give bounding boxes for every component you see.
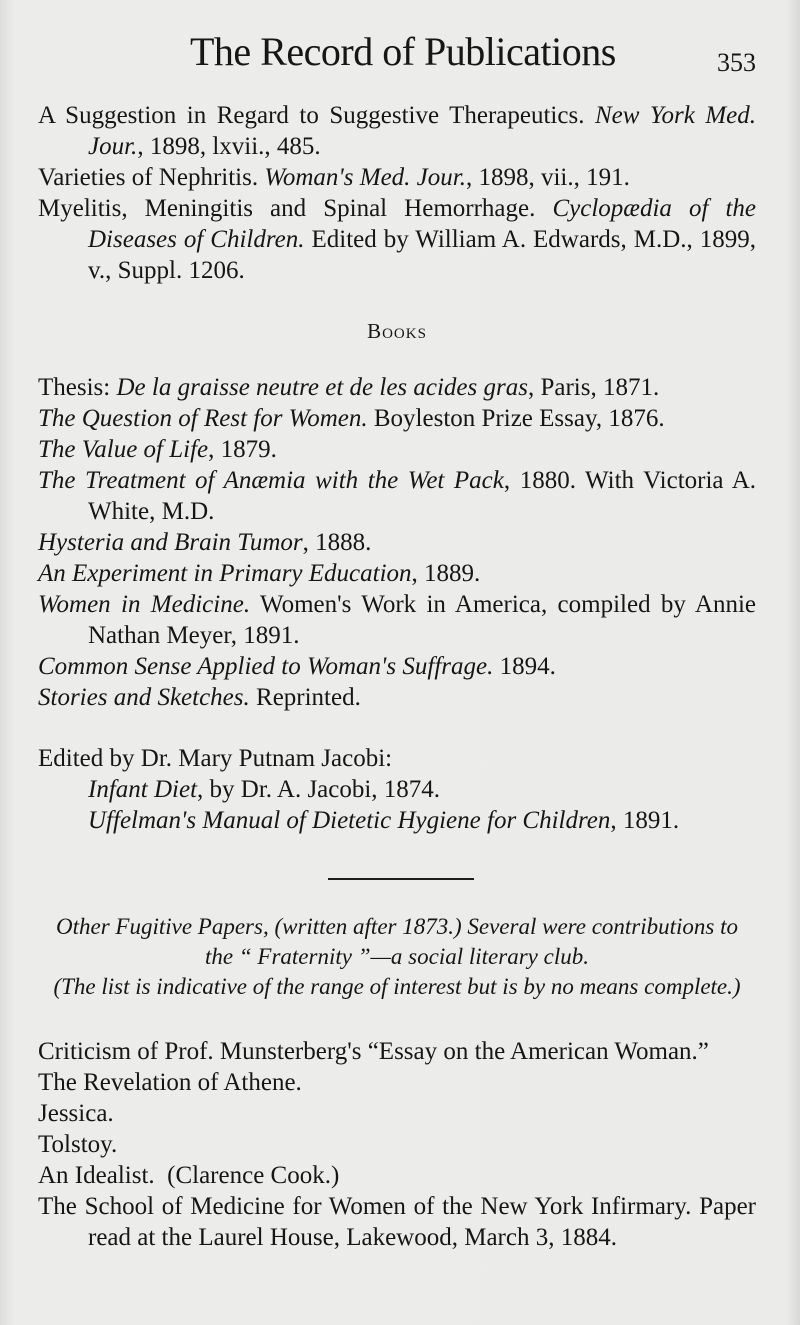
book-entry: [38, 434, 756, 465]
book-title: Common Sense Applied to Woman's Suffrage.: [38, 653, 494, 680]
article-entry: [38, 162, 756, 193]
book-title: Stories and Sketches.: [38, 684, 250, 711]
edited-entry: [38, 774, 756, 805]
section-divider: [328, 878, 474, 880]
book-entry: [38, 682, 756, 713]
book-details: , 1888.: [302, 529, 372, 556]
page-body: [38, 100, 756, 1253]
book-details: Boyleston Prize Essay, 1876.: [373, 405, 665, 432]
edited-entry: [38, 805, 756, 836]
book-entry: [38, 527, 756, 558]
note-title: Other Fugitive Papers: [55, 914, 263, 939]
paper-entry: The School of Medicine for Women of the New York Infirmary. Paper read at the Laurel House, Lakewood, March 3, 1884.: [38, 1193, 756, 1251]
page-number: 353: [717, 48, 756, 77]
article-details: , 1898, lxvii., 485.: [137, 133, 321, 160]
paper-entry: Jessica.: [38, 1100, 114, 1127]
note-text: , (written after 1873.) Several were contributions to the “ Fraternity ”—a social literary club.: [205, 914, 739, 969]
edited-details: , by Dr. A. Jacobi, 1874.: [197, 776, 441, 803]
books-list: [38, 372, 756, 713]
note-line-1: [46, 912, 748, 972]
article-title: A Suggestion in Regard to Suggestive Therapeutics.: [38, 102, 585, 129]
book-details: 1894.: [499, 653, 556, 680]
book-entry: [38, 589, 756, 651]
page-header: [0, 22, 800, 82]
book-details: , 1889.: [411, 560, 481, 587]
edited-title: Infant Diet: [88, 776, 198, 803]
edited-intro: Edited by Dr. Mary Putnam Jacobi:: [38, 745, 393, 772]
article-source: New York Med. Jour.: [88, 102, 757, 160]
article-title: Varieties of Nephritis.: [38, 164, 259, 191]
note-line-2: (The list is indicative of the range of interest but is by no means complete.): [53, 974, 741, 999]
paper-entry: An Idealist. (Clarence Cook.): [38, 1162, 340, 1189]
articles-list: [38, 100, 756, 286]
book-details: , 1880. With Victoria A. White, M.D.: [88, 467, 756, 525]
edited-details: , 1891.: [610, 807, 680, 834]
book-title: The Treatment of Anæmia with the Wet Pack: [38, 467, 504, 494]
running-title: The Record of Publications: [190, 29, 616, 74]
article-details: , 1898, vii., 191.: [465, 164, 630, 191]
article-source: Woman's Med. Jour.: [264, 164, 466, 191]
book-entry: [38, 403, 756, 434]
book-title: An Experiment in Primary Education: [38, 560, 412, 587]
books-heading: Books: [367, 319, 427, 343]
book-details: Reprinted.: [256, 684, 361, 711]
article-entry: [38, 100, 756, 162]
book-entry: [38, 558, 756, 589]
book-details: , Paris, 1871.: [527, 374, 660, 401]
book-details: , 1879.: [208, 436, 277, 463]
article-entry: [38, 193, 756, 286]
papers-list: [38, 1036, 756, 1253]
book-title: Women in Medicine.: [38, 591, 251, 618]
fugitive-papers-note: [38, 912, 756, 1002]
book-entry: [38, 372, 756, 403]
book-details: Women's Work in America, compiled by Annie Nathan Meyer, 1891.: [88, 591, 756, 649]
book-title: Hysteria and Brain Tumor: [38, 529, 303, 556]
edited-list: [38, 774, 756, 836]
book-entry: [38, 651, 756, 682]
paper-entry: Tolstoy.: [38, 1131, 118, 1158]
edited-title: Uffelman's Manual of Dietetic Hygiene for Children: [88, 807, 611, 834]
book-title: The Value of Life: [38, 436, 209, 463]
book-entry: [38, 465, 756, 527]
paper-entry: Criticism of Prof. Munsterberg's “Essay on the American Woman.”: [38, 1038, 709, 1065]
article-source: Cyclopædia of the Diseases of Children.: [88, 195, 757, 253]
article-title: Myelitis, Meningitis and Spinal Hemorrhage.: [38, 195, 536, 222]
book-lead: Thesis:: [38, 374, 111, 401]
paper-entry: The Revelation of Athene.: [38, 1069, 302, 1096]
book-title: The Question of Rest for Women.: [38, 405, 368, 432]
article-details: Edited by William A. Edwards, M.D., 1899, v., Suppl. 1206.: [88, 226, 756, 284]
book-title: De la graisse neutre et de les acides gras: [116, 374, 528, 401]
